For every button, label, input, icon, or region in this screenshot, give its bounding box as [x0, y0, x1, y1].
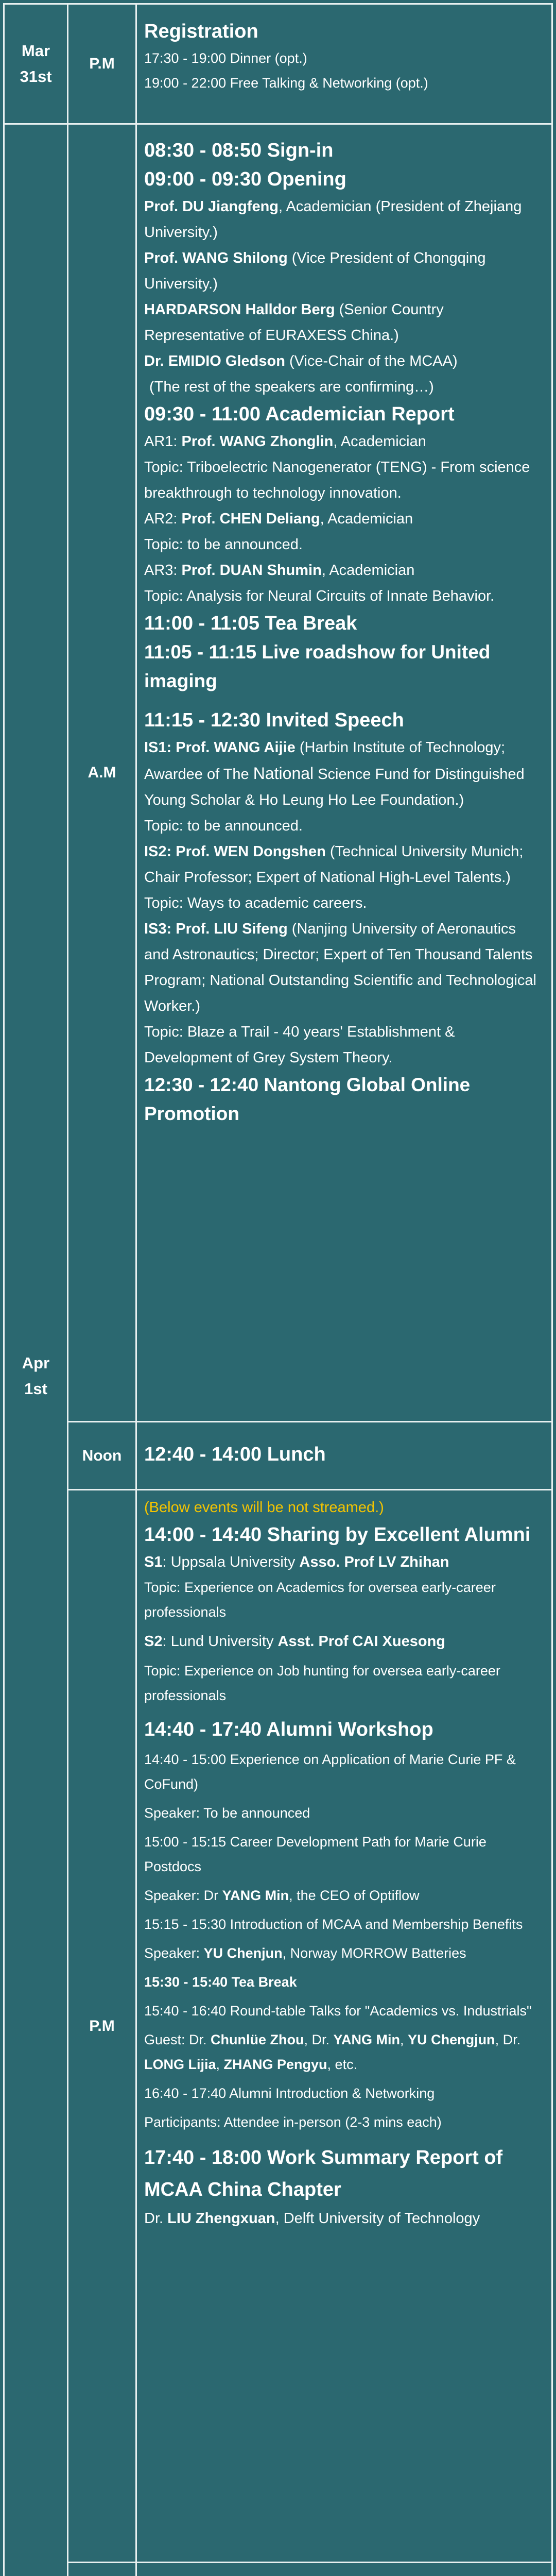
guest-sep: , Dr.: [495, 2032, 521, 2048]
content-apr1-am: [136, 124, 552, 1422]
speaker-detail: , Norway MORROW Batteries: [282, 1945, 466, 1961]
guest-sep: , Dr.: [304, 2032, 334, 2048]
is3-line: [144, 916, 540, 1019]
is2-topic: Topic: Ways to academic careers.: [144, 895, 367, 911]
ar2-topic: Topic: to be announced.: [144, 536, 303, 553]
networking-line: 19:00 - 22:00 Free Talking & Networking (opt.): [144, 75, 428, 91]
opening-speaker: [144, 194, 540, 245]
guest-line: [144, 2027, 540, 2077]
row-apr1-am: [4, 124, 552, 1422]
period-am: A.M: [68, 124, 136, 1422]
ar3-topic: Topic: Analysis for Neural Circuits of Innate Behavior.: [144, 588, 495, 604]
guest-sep: ,: [400, 2032, 408, 2048]
guest-sep: ,: [216, 2057, 224, 2073]
guest-prefix: Guest: Dr.: [144, 2032, 211, 2048]
ar1-topic: Topic: Triboelectric Nanogenerator (TENG) - From science breakthrough to technology innovation.: [144, 459, 530, 501]
workshop-speaker: [144, 1883, 540, 1908]
s1-line: [144, 1549, 540, 1575]
workshop-speaker: Speaker: To be announced: [144, 1805, 310, 1821]
ar-label: AR1:: [144, 433, 182, 450]
promotion-title: 12:30 - 12:40 Nantong Global Online Promotion: [144, 1074, 471, 1124]
workshop-speaker: [144, 1941, 540, 1965]
speaker-detail: National: [253, 764, 314, 783]
row-apr1-pm: [4, 1490, 552, 2563]
is-label: IS1:: [144, 739, 176, 756]
speaker-name: Prof. WANG Aijie: [176, 739, 296, 756]
speaker-detail: , Delft University of Technology: [275, 2210, 480, 2227]
period-pm-mar31: P.M: [68, 4, 136, 124]
date-day: 31st: [20, 67, 52, 86]
speaker-name: YU Chenjun: [203, 1945, 283, 1961]
lunch-title: 12:40 - 14:00 Lunch: [144, 1443, 326, 1465]
dinner-line: 17:30 - 19:00 Dinner (opt.): [144, 50, 307, 66]
guest-name: YANG Min: [333, 2032, 401, 2048]
speaker-detail: (Nanjing University of Aeronautics and Astronautics; Director; Expert of Ten Thousand Talents Program; National Outstanding Scientific and Technological Worker.): [144, 921, 536, 1014]
period-noon: Noon: [68, 1421, 136, 1490]
speaker-detail: (Technical University Munich; Chair Professor; Expert of National High-Level Talents.): [144, 843, 524, 886]
speaker-prefix: Speaker:: [144, 1945, 204, 1961]
content-apr1-evening: [136, 2563, 552, 2576]
workshop-tea-break: 15:30 - 15:40 Tea Break: [144, 1974, 297, 1990]
speaker-name: LIU Zhengxuan: [167, 2210, 275, 2227]
workshop-item: 15:15 - 15:30 Introduction of MCAA and Membership Benefits: [144, 1917, 523, 1933]
date-month: Mar: [21, 42, 50, 60]
speaker-detail: (Vice President of Chongqing University.): [144, 250, 486, 292]
speaker-name: Prof. WANG Zhonglin: [181, 433, 334, 450]
guest-name: ZHANG Pengyu: [223, 2057, 327, 2073]
workshop-item: 15:40 - 16:40 Round-table Talks for "Academics vs. Industrials": [144, 2003, 532, 2019]
is1-line: [144, 735, 540, 813]
opening-speaker: [144, 348, 540, 374]
speaker-detail: (Senior Country Representative of EURAXESS China.): [144, 301, 444, 344]
ar-label: AR2:: [144, 511, 182, 527]
speaker-detail: (Harbin Institute of Technology; Awardee of The: [144, 739, 506, 783]
report-title: 09:30 - 11:00 Academician Report: [144, 403, 455, 425]
speaker-prefix: Dr.: [144, 2210, 168, 2227]
date-month: Apr: [22, 1354, 50, 1372]
speaker-name: Prof. WANG Shilong: [144, 250, 288, 266]
guest-name: LONG Lijia: [144, 2057, 216, 2073]
registration-title: Registration: [144, 21, 258, 42]
speaker-name: Asst. Prof CAI Xuesong: [277, 1633, 446, 1650]
is-label: IS2:: [144, 843, 176, 860]
workshop-item: 14:40 - 15:00 Experience on Application of Marie Curie PF & CoFund): [144, 1752, 516, 1792]
row-apr1-noon: [4, 1421, 552, 1490]
university: : Lund University: [162, 1633, 278, 1650]
speaker-detail: (Vice-Chair of the MCAA): [285, 353, 458, 369]
s2-topic: Topic: Experience on Job hunting for oversea early-career professionals: [144, 1663, 500, 1704]
s2-line: [144, 1629, 540, 1654]
date-apr1: [4, 124, 68, 2576]
invited-speech-title: 11:15 - 12:30 Invited Speech: [144, 709, 404, 731]
workshop-title: 14:40 - 17:40 Alumni Workshop: [144, 1719, 433, 1741]
period-evening: [68, 2563, 136, 2576]
ar2-line: [144, 506, 540, 532]
workshop-item: 15:00 - 15:15 Career Development Path for Marie Curie Postdocs: [144, 1834, 486, 1875]
date-day: 1st: [24, 1380, 47, 1398]
s-label: S2: [144, 1633, 163, 1650]
s1-topic: Topic: Experience on Academics for oversea early-career professionals: [144, 1580, 496, 1620]
guest-sep: , etc.: [327, 2057, 358, 2073]
content-apr1-pm: [136, 1490, 552, 2563]
date-mar31: [4, 4, 68, 124]
opening-title: 09:00 - 09:30 Opening: [144, 168, 346, 190]
workshop-item: 16:40 - 17:40 Alumni Introduction & Networking: [144, 2086, 435, 2102]
tea-break-title: 11:00 - 11:05 Tea Break: [144, 613, 357, 634]
speaker-detail: , Academician: [333, 433, 426, 450]
sharing-title: 14:00 - 14:40 Sharing by Excellent Alumni: [144, 1524, 531, 1546]
row-apr1-evening: [4, 2563, 552, 2576]
speaker-name: Prof. DUAN Shumin: [181, 562, 322, 579]
ar1-line: [144, 429, 540, 454]
workshop-participants: Participants: Attendee in-person (2-3 mins each): [144, 2114, 442, 2130]
is-label: IS3:: [144, 921, 176, 937]
summary-speaker: [144, 2206, 540, 2231]
speaker-detail: , Academician (President of Zhejiang University.): [144, 198, 522, 241]
opening-speaker: [144, 297, 540, 348]
roadshow-title: 11:05 - 11:15 Live roadshow for United imaging: [144, 641, 491, 691]
speaker-detail: , Academician: [321, 562, 415, 579]
s-label: S1: [144, 1554, 163, 1571]
guest-name: YU Chengjun: [408, 2032, 495, 2048]
ar-label: AR3:: [144, 562, 182, 579]
schedule-table: [3, 3, 553, 2576]
not-streamed-note: (Below events will be not streamed.): [144, 1499, 384, 1516]
speaker-name: HARDARSON Halldor Berg: [144, 301, 335, 318]
speaker-name: Prof. CHEN Deliang: [181, 511, 320, 527]
speaker-prefix: Speaker: Dr: [144, 1888, 222, 1904]
speaker-name: Prof. WEN Dongshen: [176, 843, 326, 860]
speaker-name: Prof. LIU Sifeng: [176, 921, 288, 937]
is1-topic: Topic: to be announced.: [144, 818, 303, 834]
summary-title: 17:40 - 18:00 Work Summary Report of MCAA China Chapter: [144, 2147, 503, 2201]
is2-line: [144, 839, 540, 890]
opening-speaker: [144, 245, 540, 297]
guest-name: Chunlüe Zhou: [211, 2032, 304, 2048]
speaker-name: Prof. DU Jiangfeng: [144, 198, 279, 215]
speaker-detail: , the CEO of Optiflow: [289, 1888, 420, 1904]
speaker-name: Asso. Prof LV Zhihan: [299, 1554, 449, 1571]
content-mar31: [136, 4, 552, 124]
opening-note: (The rest of the speakers are confirming…): [149, 379, 434, 395]
period-pm-apr1: P.M: [68, 1490, 136, 2563]
row-mar31: [4, 4, 552, 124]
speaker-name: Dr. EMIDIO Gledson: [144, 353, 285, 369]
signin-title: 08:30 - 08:50 Sign-in: [144, 140, 334, 161]
speaker-detail: Science Fund for Distinguished Young Scholar & Ho Leung Ho Lee Foundation.): [144, 766, 525, 808]
speaker-detail: , Academician: [320, 511, 413, 527]
university: : Uppsala University: [162, 1554, 300, 1571]
ar3-line: [144, 557, 540, 583]
speaker-name: YANG Min: [222, 1888, 289, 1904]
content-apr1-noon: [136, 1421, 552, 1490]
is3-topic: Topic: Blaze a Trail - 40 years' Establishment & Development of Grey System Theory.: [144, 1024, 455, 1066]
